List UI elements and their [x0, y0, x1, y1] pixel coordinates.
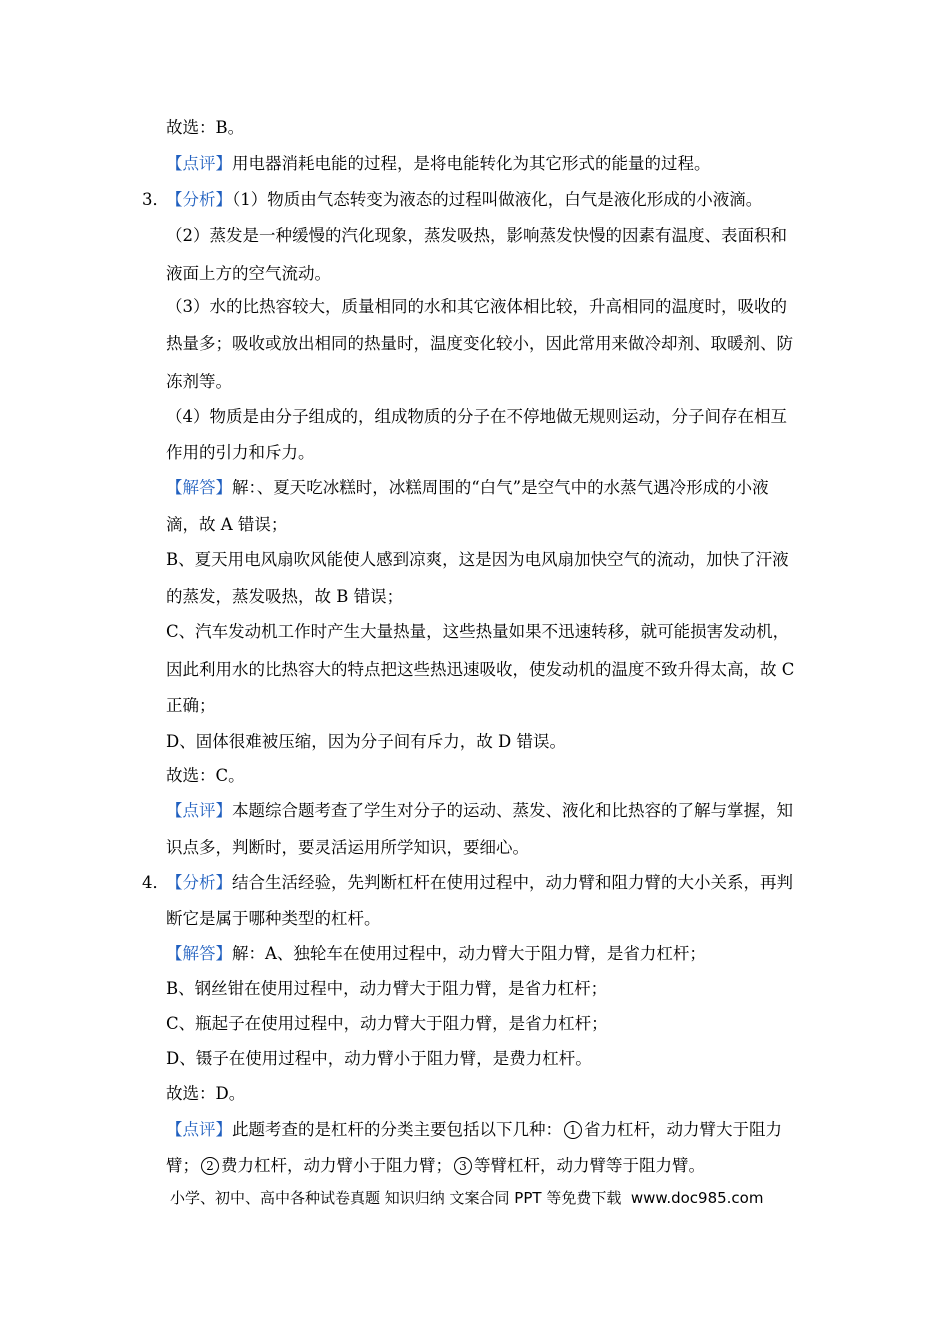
- comment-text: 省力杠杆，动力臂大于阻力: [584, 1120, 782, 1139]
- comment-text: 臂；: [166, 1156, 199, 1175]
- answer-text: 的蒸发，蒸发吸热，故 B 错误；: [166, 587, 404, 606]
- page-footer: [170, 1188, 763, 1208]
- analysis-text: （4）物质是由分子组成的，组成物质的分子在不停地做无规则运动，分子间存在相互: [166, 407, 787, 426]
- analysis-tag: 【分析】: [166, 873, 232, 892]
- comment-tag: 【点评】: [166, 801, 232, 820]
- choice-text: 故选：D。: [166, 1084, 246, 1103]
- answer-line: [166, 477, 769, 499]
- analysis-line: [166, 872, 793, 894]
- footer-text: 小学、初中、高中各种试卷真题 知识归纳 文案合同 PPT 等免费下载: [170, 1189, 622, 1207]
- answer-text: 因此利用水的比热容大的特点把这些热迅速吸收，使发动机的温度不致升得太高，故 C: [166, 660, 795, 679]
- question-number: 3．: [142, 190, 169, 209]
- answer-text: D、固体很难被压缩，因为分子间有斥力，故 D 错误。: [166, 732, 566, 751]
- answer-text: 滴，故 A 错误；: [166, 515, 288, 534]
- analysis-text: 冻剂等。: [166, 372, 232, 391]
- circled-number-1: 1: [564, 1121, 582, 1139]
- comment-line: [166, 1119, 782, 1141]
- answer-line: [166, 943, 706, 965]
- analysis-text: 作用的引力和斥力。: [166, 443, 315, 462]
- answer-text: B、钢丝钳在使用过程中，动力臂大于阻力臂，是省力杠杆；: [166, 979, 608, 998]
- analysis-tag: 【分析】: [166, 190, 232, 209]
- analysis-text: （1）物质由气态转变为液态的过程叫做液化，白气是液化形成的小液滴。: [232, 190, 763, 209]
- answer-text: C、瓶起子在使用过程中，动力臂大于阻力臂，是省力杠杆；: [166, 1014, 608, 1033]
- analysis-text: 结合生活经验，先判断杠杆在使用过程中，动力臂和阻力臂的大小关系，再判: [232, 873, 793, 892]
- comment-line: [166, 800, 793, 822]
- choice-text: 故选：C。: [166, 766, 245, 785]
- comment-text: 识点多，判断时，要灵活运用所学知识，要细心。: [166, 838, 529, 857]
- answer-text: D、镊子在使用过程中，动力臂小于阻力臂，是费力杠杆。: [166, 1049, 592, 1068]
- answer-text: 解：、夏天吃冰糕时，冰糕周围的“白气”是空气中的水蒸气遇冷形成的小液: [232, 478, 769, 497]
- comment-text: 本题综合题考查了学生对分子的运动、蒸发、液化和比热容的了解与掌握，知: [232, 801, 793, 820]
- analysis-text: 液面上方的空气流动。: [166, 264, 331, 283]
- comment-line: [166, 153, 711, 175]
- analysis-text: 热量多；吸收或放出相同的热量时，温度变化较小，因此常用来做冷却剂、取暖剂、防: [166, 334, 793, 353]
- footer-link[interactable]: www.doc985.com: [630, 1189, 764, 1207]
- analysis-text: （2）蒸发是一种缓慢的汽化现象，蒸发吸热，影响蒸发快慢的因素有温度、表面积和: [166, 226, 787, 245]
- comment-tag: 【点评】: [166, 1120, 232, 1139]
- question-number: 4．: [142, 873, 169, 892]
- analysis-text: （3）水的比热容较大，质量相同的水和其它液体相比较，升高相同的温度时，吸收的: [166, 297, 787, 316]
- analysis-line: [166, 189, 762, 211]
- answer-text: B、夏天用电风扇吹风能使人感到凉爽，这是因为电风扇加快空气的流动，加快了汗液: [166, 550, 789, 569]
- comment-text: 费力杠杆，动力臂小于阻力臂；: [221, 1156, 452, 1175]
- comment-text: 此题考查的是杠杆的分类主要包括以下几种：: [232, 1120, 562, 1139]
- circled-number-2: 2: [201, 1157, 219, 1175]
- choice-text: 故选：B。: [166, 118, 245, 137]
- answer-tag: 【解答】: [166, 478, 232, 497]
- comment-tag: 【点评】: [166, 154, 232, 173]
- analysis-text: 断它是属于哪种类型的杠杆。: [166, 909, 381, 928]
- answer-text: 正确；: [166, 696, 216, 715]
- answer-tag: 【解答】: [166, 944, 232, 963]
- answer-text: C、汽车发动机工作时产生大量热量，这些热量如果不迅速转移，就可能损害发动机，: [166, 622, 790, 641]
- answer-text: 解：A、独轮车在使用过程中，动力臂大于阻力臂，是省力杠杆；: [232, 944, 706, 963]
- comment-text: 等臂杠杆，动力臂等于阻力臂。: [474, 1156, 705, 1175]
- circled-number-3: 3: [454, 1157, 472, 1175]
- comment-line: [166, 1155, 705, 1177]
- comment-text: 用电器消耗电能的过程，是将电能转化为其它形式的能量的过程。: [232, 154, 711, 173]
